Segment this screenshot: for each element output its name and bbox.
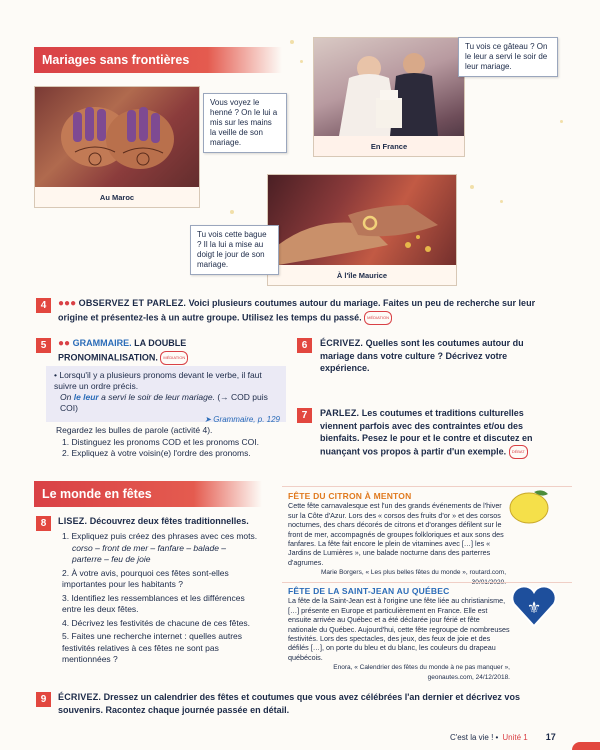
task-keyword: PARLEZ. (320, 408, 360, 418)
grammar-example: On le leur a servi le soir de leur mariage. (→ COD puis COI) (60, 392, 268, 413)
question-item: 3. Identifiez les ressemblances et les différences entre les deux fêtes. (62, 592, 245, 614)
task-text: Les coutumes et traditions culturelles viennent parfois avec des contraintes et/ou des bienfaits. Pesez le pour et le contre et discutez en nuançant vos propos à partir d'un exemple. (320, 408, 533, 457)
page-number: 17 (545, 732, 556, 742)
lemon-icon (506, 484, 552, 526)
article-citron (288, 492, 506, 587)
question-item: 5. Faites une recherche internet : quelles autres festivités relatives à ces fêtes ne sont pas mentionnées ? (62, 631, 243, 664)
grammar-reference-link[interactable]: ➤ Grammaire, p. 129 (204, 415, 280, 424)
photo-caption: En France (314, 136, 464, 156)
task-8-questions (62, 531, 258, 666)
question-item: 1. Expliquez puis créez des phrases avec ces mots. (62, 531, 258, 541)
section-title: Mariages sans frontières (42, 53, 190, 67)
photo-caption: Au Maroc (35, 187, 199, 207)
task-9 (58, 691, 558, 716)
section-header-fetes (34, 481, 262, 507)
pair-icon: ●● (58, 338, 71, 349)
task-text: Découvrez deux fêtes traditionnelles. (89, 516, 249, 526)
mediation-badge: MÉDIATION (160, 351, 188, 366)
article-saint-jean (288, 587, 510, 682)
photo-maurice (267, 174, 457, 286)
task-keyword: ÉCRIVEZ. (58, 692, 102, 702)
task-number-8: 8 (36, 516, 51, 531)
footer-corner-mark (572, 742, 600, 750)
article-title: FÊTE DU CITRON À MENTON (288, 491, 412, 501)
question-item: 1. Distinguez les pronoms COD et les pronoms COI. (62, 436, 259, 447)
grammar-rule: • Lorsqu'il y a plusieurs pronoms devant le verbe, il faut suivre un ordre précis. (54, 370, 262, 391)
mediation-badge: MÉDIATION (364, 311, 392, 326)
task-8 (58, 515, 278, 528)
task-keyword: ÉCRIVEZ. (320, 338, 364, 348)
task-text: Voici plusieurs coutumes autour du mariage. Faites un peu de recherche sur leur origine et présentez-les à un autre groupe. Utilisez les temps du passé. (58, 298, 536, 323)
section-header-mariages (34, 47, 282, 73)
task-text: Quelles sont les coutumes autour du mariage dans votre culture ? Décrivez votre expérience. (320, 338, 524, 373)
task-keyword: OBSERVEZ ET PARLEZ. (78, 298, 187, 308)
debate-badge: DÉBAT (509, 445, 528, 460)
task-5-heading (58, 337, 288, 365)
page-footer (450, 732, 556, 742)
footer-label: C'est la vie ! • (450, 732, 499, 742)
speech-bubble-gateau: Tu vois ce gâteau ? On le leur a servi le soir de leur mariage. (458, 37, 558, 77)
task-title: LA DOUBLE PRONOMINALISATION. (58, 338, 187, 363)
question-item: 2. À votre avis, pourquoi ces fêtes sont-elles importantes pour les habitants ? (62, 567, 229, 589)
wedding-couple-illustration (314, 38, 464, 136)
article-body: La fête de la Saint-Jean est à l'origine une fête liée au christianisme, […] présente en Europe et particulièrement en France. Elle est ensuite arrivée au Québec et a été déclarée jour férié et fête nationale du Québec. Aujourd'hui, cette fête regroupe de nombreuses festivités. Lors des spectacles, des jeux, des feux de joie et des défilés […], on porte du bleu et du blanc, les couleurs du drapeau québécois. (288, 596, 510, 662)
group-icon: ●●● (58, 298, 77, 309)
article-source: Enora, « Calendrier des fêtes du monde à ne pas manquer », geonautes.com, 24/12/2018. (333, 664, 510, 681)
ring-hands-illustration (268, 175, 456, 265)
speech-bubble-henne: Vous voyez le henné ? On le lui a mis sur les mains la veille de son mariage. (203, 93, 287, 153)
task-6 (320, 337, 558, 375)
vocabulary-words: corso – front de mer – fanfare – balade – parterre – feu de joie (72, 542, 227, 564)
task-number-6: 6 (297, 338, 312, 353)
task-number-5: 5 (36, 338, 51, 353)
question-item: 4. Décrivez les festivités de chacune de ces fêtes. (62, 617, 251, 628)
grammar-box (46, 366, 286, 422)
footer-unit: Unité 1 (502, 732, 528, 742)
task-number-7: 7 (297, 408, 312, 423)
svg-text:⚜: ⚜ (526, 598, 542, 617)
speech-bubble-bague: Tu vois cette bague ? Il la lui a mise au doigt le jour de son mariage. (190, 225, 279, 275)
task-number-4: 4 (36, 298, 51, 313)
question-item: 2. Expliquez à votre voisin(e) l'ordre des pronoms. (62, 448, 251, 458)
task-number-9: 9 (36, 692, 51, 707)
section-title: Le monde en fêtes (42, 487, 152, 501)
article-source: Marie Borgers, « Les plus belles fêtes du monde », routard.com, (321, 569, 506, 577)
task-text: Dressez un calendrier des fêtes et coutumes que vous avez célébrées l'an dernier et décrivez vos souvenirs. Racontez chaque journée passée en détail. (58, 692, 520, 715)
task-4 (58, 297, 558, 325)
quebec-heart-icon (508, 580, 560, 632)
task-7 (320, 407, 558, 459)
article-body: Cette fête carnavalesque est l'un des grands événements de l'hiver sur la Côte d'Azur. Lors des « corsos des fruits d'or » et des corsos nocturnes, des chars décorés de citrons et d'oranges défilent sur le front de mer, accompagnés de groupes folkloriques et aux sons des fanfares. La fête fait encore le plein de vitamines avec […] les « Jardins de Lumières », une balade nocturne dans des parterres d'agrumes. (288, 501, 504, 567)
task-keyword: LISEZ. (58, 516, 88, 526)
task-keyword: GRAMMAIRE. (72, 338, 132, 348)
photo-maroc (34, 86, 200, 208)
article-title: FÊTE DE LA SAINT-JEAN AU QUÉBEC (288, 586, 450, 596)
photo-caption: À l'île Maurice (268, 265, 456, 285)
photo-france (313, 37, 465, 157)
henna-hands-illustration (35, 87, 199, 187)
task-intro: Regardez les bulles de parole (activité 4). (56, 425, 213, 435)
task-5-questions (56, 425, 286, 460)
